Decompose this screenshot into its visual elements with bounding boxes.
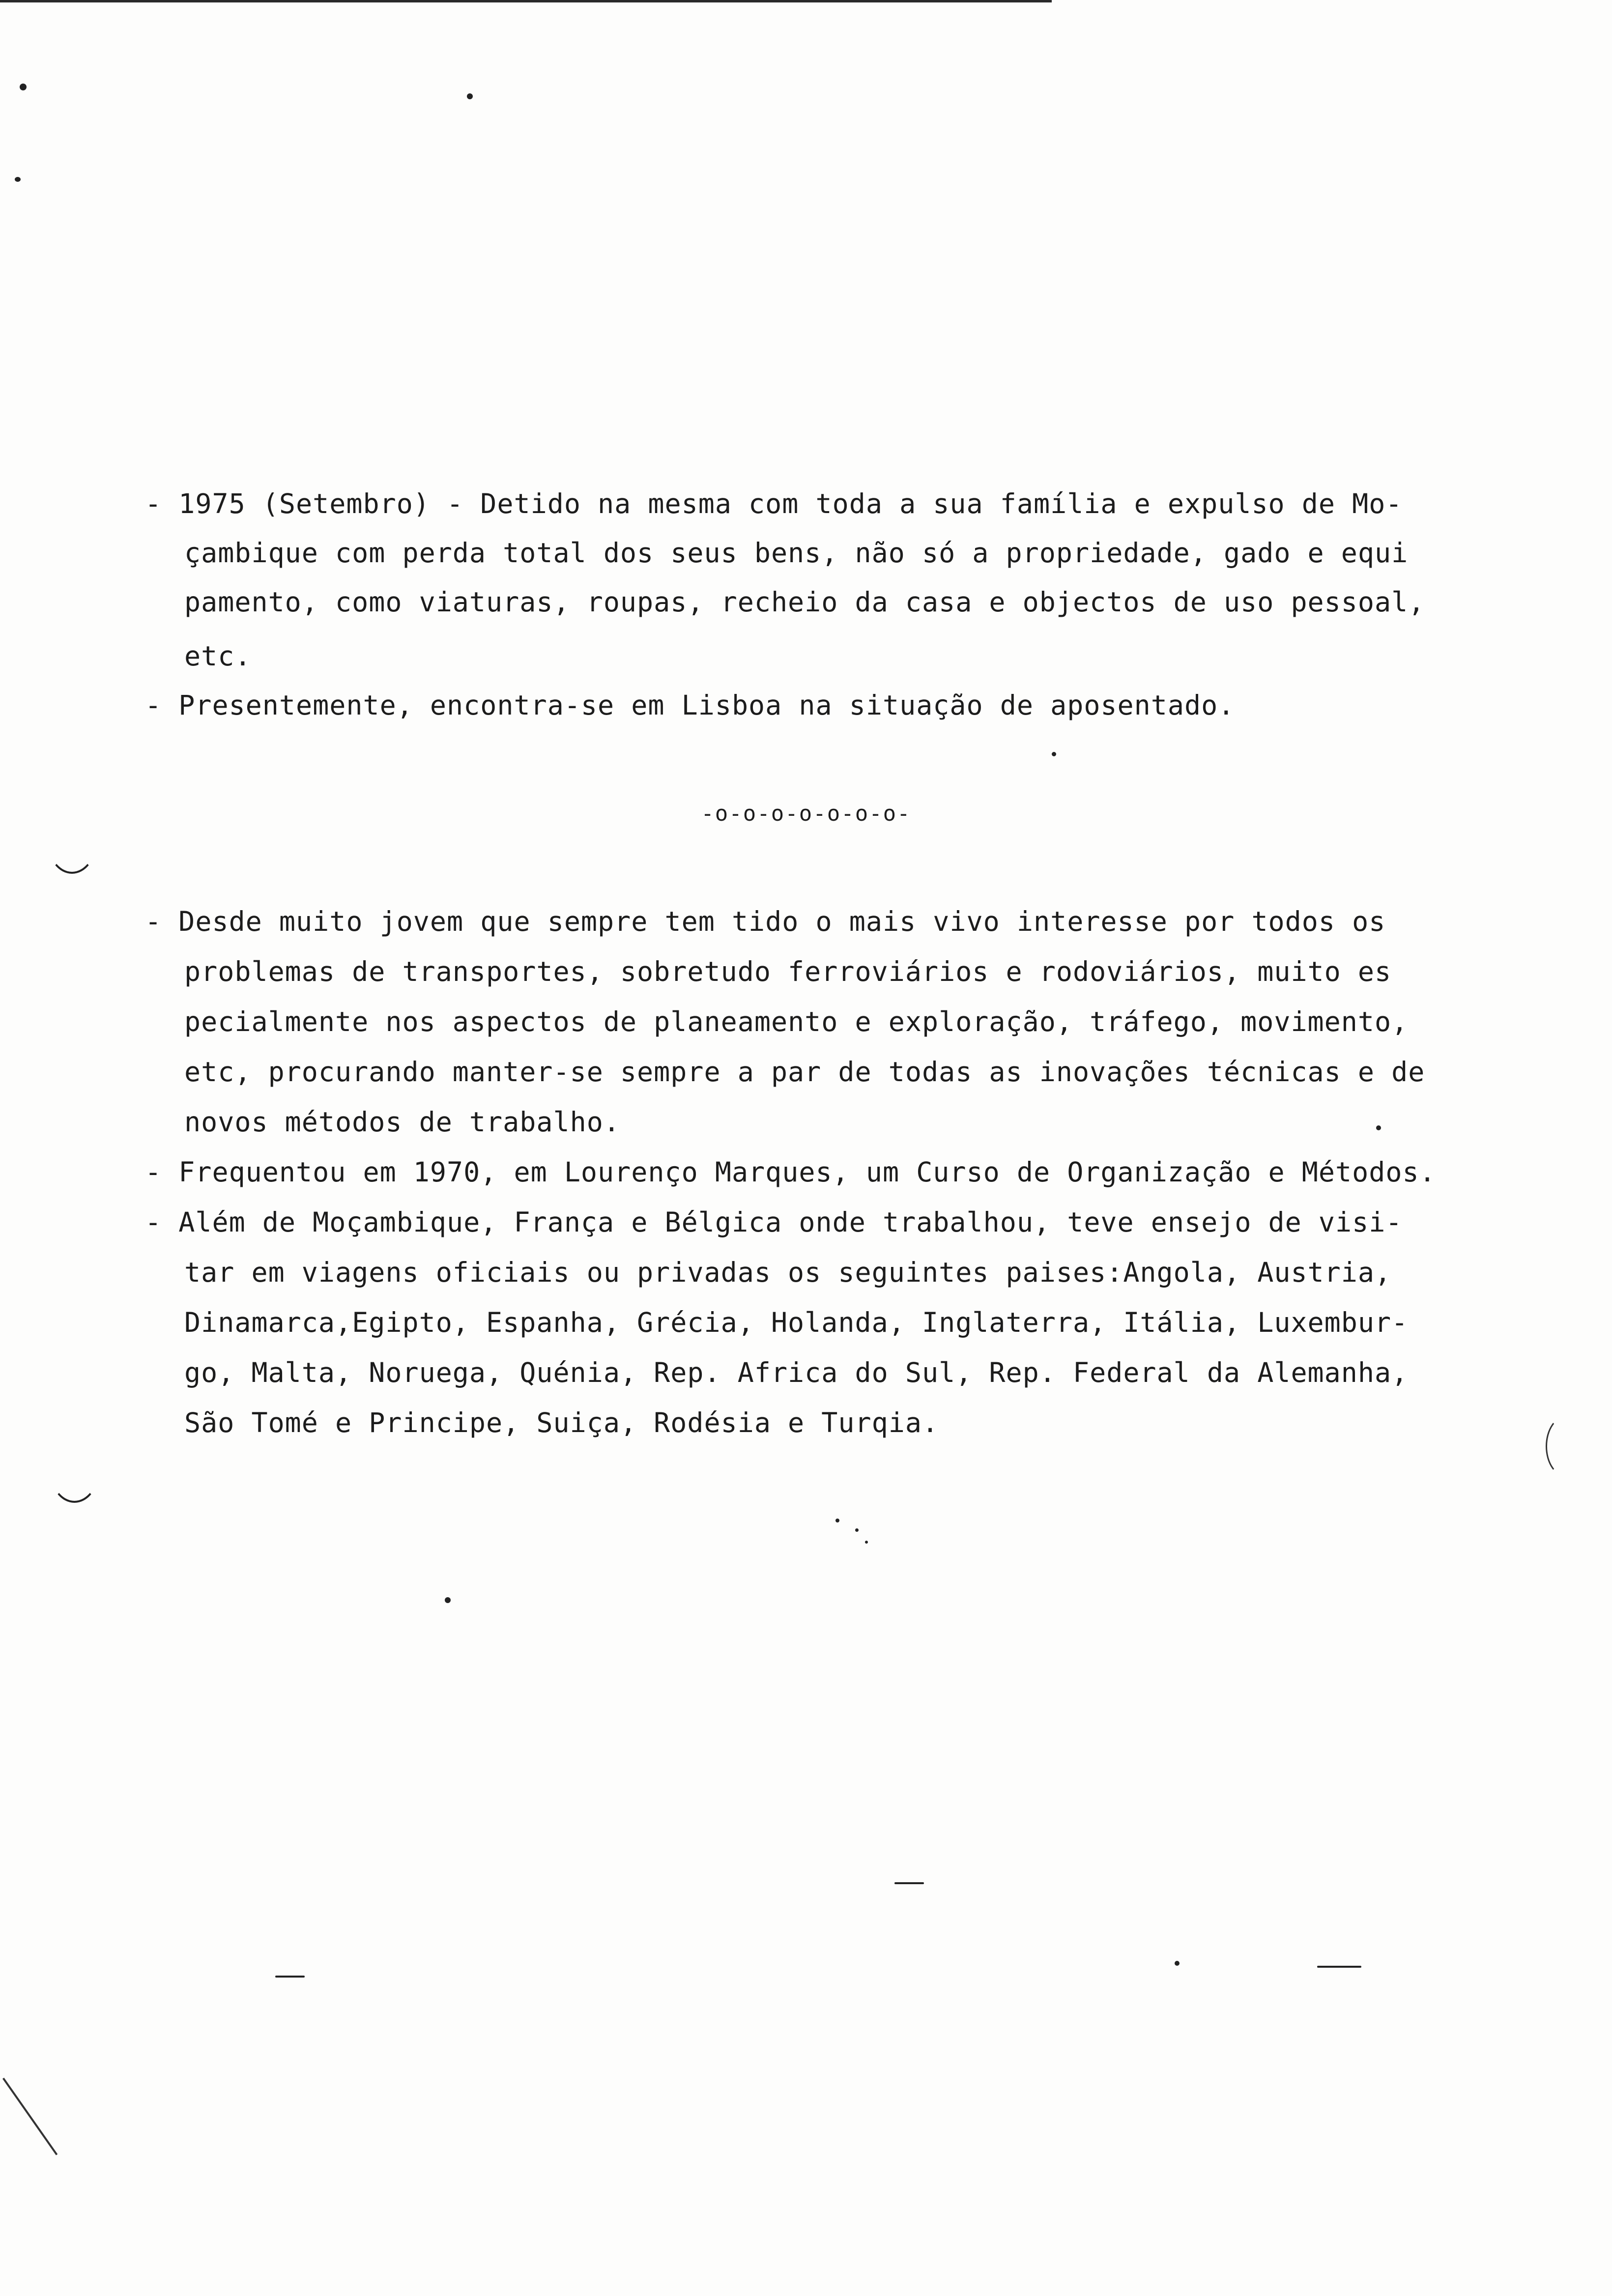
section-separator: -o-o-o-o-o-o-o- — [701, 801, 911, 826]
paragraph-1975-line-3: pamento, como viaturas, roupas, recheio da casa e objectos de uso pessoal, — [184, 586, 1425, 618]
paragraph-interests-line-4: etc, procurando manter-se sempre a par de todas as inovações técnicas e de — [184, 1056, 1425, 1088]
paragraph-travels-line-2: tar em viagens oficiais ou privadas os seguintes paises:Angola, Austria, — [184, 1257, 1392, 1288]
scan-speck — [865, 1541, 868, 1544]
paragraph-present-status: - Presentemente, encontra-se em Lisboa na situação de aposentado. — [145, 689, 1235, 721]
scan-speck — [1376, 1125, 1381, 1130]
scan-speck — [894, 1882, 924, 1884]
paragraph-travels-line-4: go, Malta, Noruega, Quénia, Rep. Africa do Sul, Rep. Federal da Alemanha, — [184, 1357, 1409, 1388]
scan-speck — [855, 1528, 859, 1532]
punch-hole-mark — [1546, 1415, 1588, 1477]
paragraph-travels-line-1: - Além de Moçambique, França e Bélgica onde trabalhou, teve ensejo de visi- — [145, 1206, 1403, 1238]
scan-speck — [1052, 752, 1056, 756]
punch-hole-mark — [47, 806, 97, 874]
paragraph-travels-line-3: Dinamarca,Egipto, Espanha, Grécia, Holanda, Inglaterra, Itália, Luxembur- — [184, 1307, 1409, 1338]
top-edge-rule — [0, 0, 1052, 2]
paragraph-interests-line-1: - Desde muito jovem que sempre tem tido o mais vivo interesse por todos os — [145, 906, 1386, 937]
scan-speck — [20, 84, 27, 90]
scan-speck — [835, 1519, 839, 1522]
scan-speck — [445, 1597, 451, 1603]
scan-speck — [275, 1976, 305, 1978]
paragraph-course: - Frequentou em 1970, em Lourenço Marques, um Curso de Organização e Métodos. — [145, 1156, 1436, 1188]
scan-speck — [15, 177, 21, 182]
paragraph-interests-line-5: novos métodos de trabalho. — [184, 1106, 620, 1138]
paragraph-interests-line-3: pecialmente nos aspectos de planeamento e exploração, tráfego, movimento, — [184, 1006, 1409, 1037]
paragraph-1975-line-2: çambique com perda total dos seus bens, não só a propriedade, gado e equi — [184, 537, 1409, 569]
scan-speck — [1317, 1966, 1361, 1968]
paragraph-1975-line-4: etc. — [184, 640, 252, 672]
punch-hole-mark — [49, 1435, 100, 1503]
paragraph-1975-line-1: - 1975 (Setembro) - Detido na mesma com toda a sua família e expulso de Mo- — [145, 488, 1403, 519]
scan-speck — [467, 93, 473, 99]
scan-speck — [1175, 1961, 1180, 1966]
paragraph-interests-line-2: problemas de transportes, sobretudo ferroviários e rodoviários, muito es — [184, 956, 1392, 987]
edge-mark — [2, 2078, 58, 2155]
paragraph-travels-line-5: São Tomé e Principe, Suiça, Rodésia e Turqia. — [184, 1407, 939, 1438]
